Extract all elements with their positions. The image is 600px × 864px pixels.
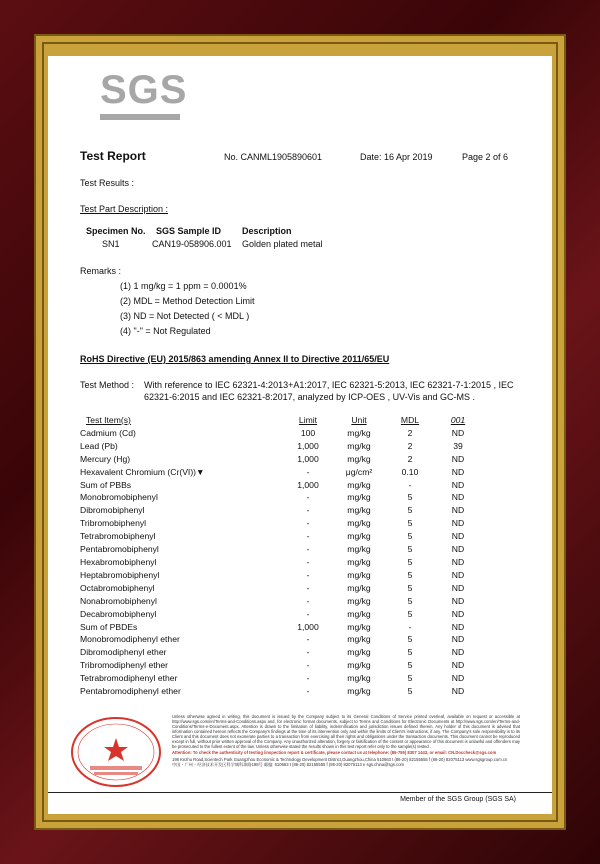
result-limit: -	[306, 582, 310, 593]
result-row	[80, 530, 480, 543]
result-row	[80, 659, 480, 672]
remark-item: (1) 1 mg/kg = 1 ppm = 0.0001%	[120, 281, 247, 291]
result-mdl: 2	[407, 440, 413, 451]
result-001: ND	[451, 544, 465, 555]
result-001: ND	[451, 660, 465, 671]
specimen-id: CAN19-058906.001	[152, 239, 232, 249]
result-limit: -	[306, 569, 310, 580]
result-row	[80, 621, 480, 634]
result-limit: -	[306, 595, 310, 606]
result-unit: mg/kg	[347, 582, 371, 593]
result-mdl: 5	[407, 518, 413, 529]
member-note: Member of the SGS Group (SGS SA)	[400, 796, 516, 803]
result-unit: mg/kg	[347, 660, 371, 671]
result-item: Sum of PBBs	[80, 479, 132, 490]
result-001: ND	[451, 608, 465, 619]
result-row	[80, 453, 480, 466]
report-page	[48, 56, 552, 814]
result-row	[80, 569, 480, 582]
result-unit: mg/kg	[347, 440, 371, 451]
result-item: Hexavalent Chromium (Cr(VI))▼	[80, 466, 205, 477]
result-item: Tetrabromodiphenyl ether	[80, 673, 178, 684]
result-item: Dibromobiphenyl	[80, 505, 145, 516]
result-item: Decabromobiphenyl	[80, 608, 157, 619]
result-limit: 1,000	[297, 440, 319, 451]
result-001: ND	[451, 621, 465, 632]
result-001: ND	[451, 569, 465, 580]
result-limit: -	[306, 660, 310, 671]
result-item: Dibromodiphenyl ether	[80, 647, 167, 658]
results-header-row	[80, 414, 480, 427]
result-mdl: 5	[407, 673, 413, 684]
result-item: Cadmium (Cd)	[80, 427, 136, 438]
result-row	[80, 504, 480, 517]
result-001: ND	[451, 673, 465, 684]
result-mdl: 5	[407, 492, 413, 503]
footer-disclaimer: Unless otherwise agreed in writing, this document is issued by the Company subject to its General Conditions of Service printed overleaf, available on request or accessible at http://www.sgs.com/en/Terms-and-Conditions.aspx and, for electronic format documents, subject to Terms and Conditions for Electronic Documents at http://www.sgs.com/en/Terms-and-Conditions/Terms-e-Document.aspx. Attention is drawn to the limitation of liability, indemnification and jurisdiction issues defined therein. Any holder of this document is advised that information contained hereon reflects the Company's findings at the time of its intervention only and within the limits of Client's instructions, if any. The Company's sole responsibility is to its Client and this document does not exonerate parties to a transaction from exercising all their rights and obligations under the transaction documents. This document cannot be reproduced except in full, without prior written approval of the Company. Any unauthorized alteration, forgery or falsification of the content or appearance of this document is unlawful and offenders may be prosecuted to the fullest extent of the law. Unless otherwise stated the results shown in this test report refer only to the sample(s) tested . Attention: To check the authenticity of testing /inspection report & certificate, please contact us at telephone: (86-755) 8307 1443, or email: CN.Doccheck@sgs.com 198 Kezhu Road,Scientech Park Guangzhou Economic & Technology Development District,Guangzhou,China 510663 t (86-20) 82155555 f (86-20) 82075113 www.sgsgroup.com.cn 中国・广州・经济技术开发区科学城科珠路198号 邮编: 510663 t (86-20) 82155555 f (86-20) 82075113 e sgs.china@sgs.com	[172, 714, 520, 767]
result-unit: mg/kg	[347, 569, 371, 580]
result-row	[80, 466, 480, 479]
result-001: ND	[451, 492, 465, 503]
result-001: ND	[451, 479, 465, 490]
result-unit: mg/kg	[347, 621, 371, 632]
result-item: Octabromobiphenyl	[80, 582, 155, 593]
result-row	[80, 440, 480, 453]
result-mdl: 5	[407, 544, 413, 555]
result-item: Hexabromobiphenyl	[80, 556, 157, 567]
result-unit: mg/kg	[347, 492, 371, 503]
directive-heading: RoHS Directive (EU) 2015/863 amending Annex II to Directive 2011/65/EU	[80, 354, 390, 364]
remarks-label: Remarks :	[80, 266, 122, 276]
footer-address-en: 198 Kezhu Road,Scientech Park Guangzhou Economic & Technology Development District,Guangzhou,China 510663 t (86-20) 82155555 f (86-20) 82075113 www.sgsgroup.com.cn	[172, 757, 508, 762]
part-description-label: Test Part Description :	[80, 204, 169, 214]
result-unit: mg/kg	[347, 647, 371, 658]
result-mdl: 5	[407, 686, 413, 697]
result-mdl: 5	[407, 569, 413, 580]
result-item: Tribromobiphenyl	[80, 518, 147, 529]
result-row	[80, 672, 480, 685]
header-mdl: MDL	[400, 415, 420, 425]
result-mdl: 2	[407, 453, 413, 464]
test-method-line2: 62321-6:2015 and IEC 62321-8:2017, analyzed by ICP-OES , UV-Vis and GC-MS .	[144, 392, 476, 402]
result-limit: -	[306, 608, 310, 619]
result-unit: mg/kg	[347, 595, 371, 606]
specimen-desc: Golden plated metal	[242, 239, 323, 249]
specimen-no: SN1	[102, 239, 120, 249]
footer-address-cn: 中国・广州・经济技术开发区科学城科珠路198号 邮编: 510663 t (86-20) 82155555 f (86-20) 82075113 e sgs.china@sgs.com	[172, 762, 405, 767]
result-unit: mg/kg	[347, 479, 371, 490]
result-limit: 100	[300, 427, 316, 438]
result-limit: -	[306, 531, 310, 542]
result-unit: mg/kg	[347, 673, 371, 684]
result-item: Sum of PBDEs	[80, 621, 138, 632]
result-row	[80, 633, 480, 646]
result-mdl: 5	[407, 647, 413, 658]
result-mdl: 5	[407, 531, 413, 542]
remark-item: (4) "-" = Not Regulated	[120, 326, 211, 336]
result-unit: mg/kg	[347, 531, 371, 542]
result-001: ND	[451, 427, 465, 438]
result-mdl: -	[408, 621, 412, 632]
result-row	[80, 582, 480, 595]
result-limit: -	[306, 466, 310, 477]
result-item: Monobromobiphenyl	[80, 492, 158, 503]
result-limit: -	[306, 686, 310, 697]
result-row	[80, 685, 480, 698]
result-001: ND	[451, 505, 465, 516]
page-number: Page 2 of 6	[462, 152, 509, 162]
result-mdl: 5	[407, 556, 413, 567]
result-limit: -	[306, 505, 310, 516]
result-row	[80, 608, 480, 621]
result-001: ND	[451, 453, 465, 464]
result-001: ND	[451, 686, 465, 697]
footer-attention: Attention: To check the authenticity of testing /inspection report & certificate, please contact us at telephone: (86-755) 8307 1443, or email: CN.Doccheck@sgs.com	[172, 750, 497, 755]
sgs-logo: SGS	[100, 68, 188, 112]
specimen-header-no: Specimen No.	[86, 226, 146, 236]
result-mdl: 5	[407, 608, 413, 619]
test-method-label: Test Method :	[80, 380, 135, 390]
result-mdl: 5	[407, 660, 413, 671]
result-unit: mg/kg	[347, 427, 371, 438]
page-title: Test Report	[80, 149, 146, 163]
result-item: Heptabromobiphenyl	[80, 569, 160, 580]
result-limit: -	[306, 518, 310, 529]
result-mdl: 2	[407, 427, 413, 438]
result-unit: mg/kg	[347, 556, 371, 567]
result-mdl: 5	[407, 595, 413, 606]
result-unit: mg/kg	[347, 453, 371, 464]
company-seal	[70, 716, 162, 788]
result-item: Tribromodiphenyl ether	[80, 660, 169, 671]
result-limit: 1,000	[297, 621, 319, 632]
result-item: Mercury (Hg)	[80, 453, 131, 464]
test-results-label: Test Results :	[80, 178, 135, 188]
result-001: ND	[451, 466, 465, 477]
test-method-line1: With reference to IEC 62321-4:2013+A1:2017, IEC 62321-5:2013, IEC 62321-7-1:2015 , IEC	[144, 380, 514, 390]
result-unit: mg/kg	[347, 518, 371, 529]
result-limit: -	[306, 673, 310, 684]
result-row	[80, 595, 480, 608]
result-unit: mg/kg	[347, 544, 371, 555]
result-001: 39	[453, 440, 463, 451]
result-item: Pentabromobiphenyl	[80, 544, 159, 555]
report-date: Date: 16 Apr 2019	[360, 152, 433, 162]
result-001: ND	[451, 518, 465, 529]
result-limit: 1,000	[297, 453, 319, 464]
result-limit: -	[306, 647, 310, 658]
result-row	[80, 646, 480, 659]
result-row	[80, 556, 480, 569]
header-unit: Unit	[351, 415, 367, 425]
result-row	[80, 543, 480, 556]
result-unit: mg/kg	[347, 608, 371, 619]
sgs-logo-bar	[100, 114, 180, 120]
result-limit: -	[306, 544, 310, 555]
specimen-header-desc: Description	[242, 226, 292, 236]
header-limit: Limit	[298, 415, 318, 425]
result-item: Tetrabromobiphenyl	[80, 531, 156, 542]
result-001: ND	[451, 556, 465, 567]
footer-divider	[48, 792, 552, 793]
result-row	[80, 517, 480, 530]
result-mdl: 5	[407, 582, 413, 593]
result-001: ND	[451, 634, 465, 645]
results-table	[80, 414, 480, 698]
specimen-header-id: SGS Sample ID	[156, 226, 222, 236]
result-item: Lead (Pb)	[80, 440, 118, 451]
remark-item: (2) MDL = Method Detection Limit	[120, 296, 255, 306]
result-item: Pentabromodiphenyl ether	[80, 686, 181, 697]
result-limit: -	[306, 556, 310, 567]
result-mdl: 5	[407, 634, 413, 645]
result-row	[80, 427, 480, 440]
result-unit: mg/kg	[347, 634, 371, 645]
result-item: Monobromodiphenyl ether	[80, 634, 180, 645]
remark-item: (3) ND = Not Detected ( < MDL )	[120, 311, 250, 321]
result-001: ND	[451, 531, 465, 542]
result-001: ND	[451, 647, 465, 658]
result-limit: 1,000	[297, 479, 319, 490]
result-row	[80, 491, 480, 504]
result-mdl: 0.10	[401, 466, 419, 477]
header-sample-001: 001	[450, 415, 466, 425]
result-001: ND	[451, 582, 465, 593]
header-test-item: Test Item(s)	[86, 415, 131, 425]
result-row	[80, 479, 480, 492]
result-unit: μg/cm²	[345, 466, 373, 477]
result-limit: -	[306, 634, 310, 645]
report-number: No. CANML1905890601	[224, 152, 323, 162]
result-limit: -	[306, 492, 310, 503]
result-item: Nonabromobiphenyl	[80, 595, 157, 606]
result-001: ND	[451, 595, 465, 606]
result-unit: mg/kg	[347, 505, 371, 516]
result-mdl: 5	[407, 505, 413, 516]
result-unit: mg/kg	[347, 686, 371, 697]
result-mdl: -	[408, 479, 412, 490]
